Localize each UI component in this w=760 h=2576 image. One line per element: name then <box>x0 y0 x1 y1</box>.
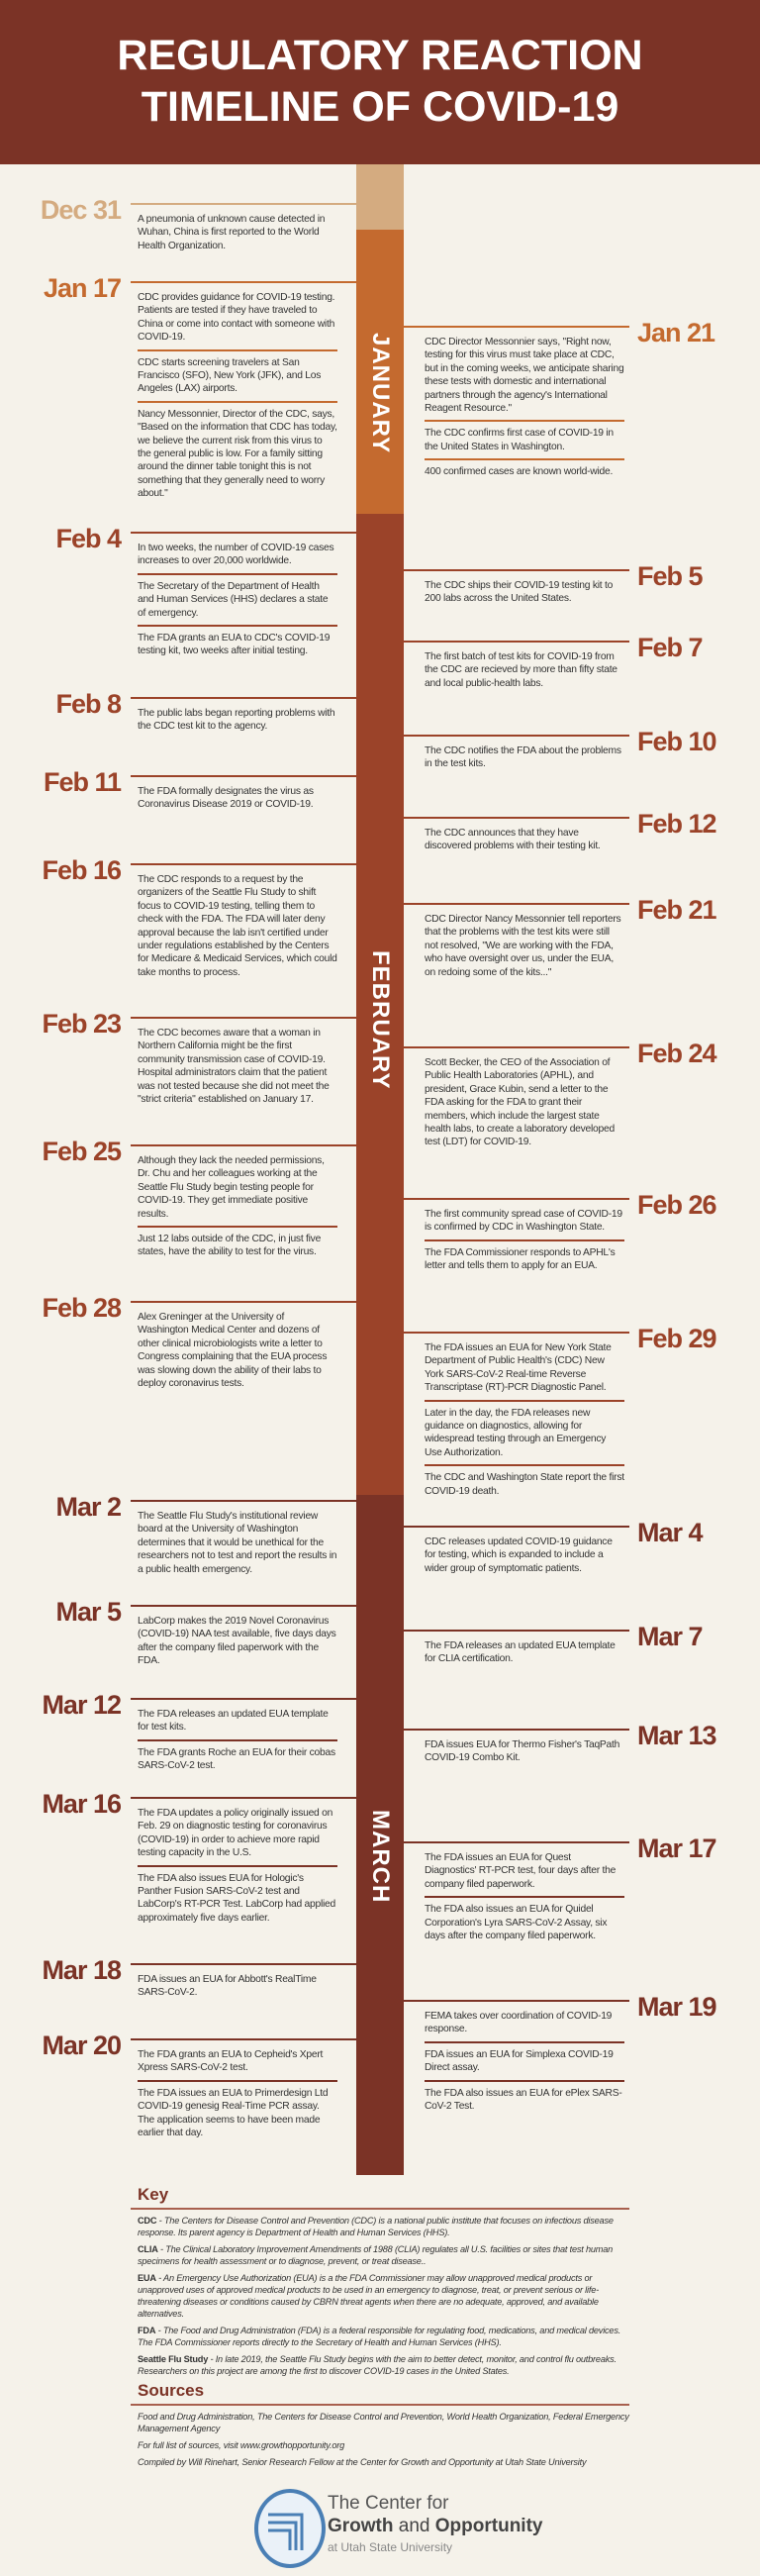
event-item-text: The FDA also issues EUA for Hologic's Panther Fusion SARS-CoV-2 test and LabCorp's RT-PCR Test. LabCorp had applied approximately five days earlier. <box>138 1865 337 1931</box>
event-items <box>138 211 337 257</box>
sources-line: Food and Drug Administration, The Centers for Disease Control and Prevention, World Health Organization, Federal Emergency Management Agency <box>138 2412 629 2433</box>
event-items <box>425 1637 624 1671</box>
event-items <box>425 1849 624 1947</box>
event-connector-line <box>404 641 629 643</box>
event-items <box>138 783 337 817</box>
event-item-text: The Secretary of the Department of Health and Human Services (HHS) declares a state of emergency. <box>138 573 337 625</box>
event-connector-line <box>131 1963 356 1965</box>
event-connector-line <box>131 203 356 205</box>
event-date: Feb 5 <box>637 561 703 591</box>
event-date: Feb 4 <box>55 524 121 553</box>
event-connector-line <box>404 569 629 571</box>
event-item-text: The CDC and Washington State report the first COVID-19 death. <box>425 1464 624 1503</box>
event-date: Feb 16 <box>42 855 121 885</box>
event-item-text: Alex Greninger at the University of Washington Medical Center and dozens of other clinical microbiologists write a letter to Congress complaining that the EUA process was slowing down the ability of their labs to deploy coronavirus tests. <box>138 1312 328 1390</box>
event-item-text: The FDA also issues an EUA for Quidel Corporation's Lyra SARS-CoV-2 Assay, six days after the company filed paperwork. <box>425 1896 624 1947</box>
event-item-text: The FDA formally designates the virus as Coronavirus Disease 2019 or COVID-19. <box>138 786 314 811</box>
event-connector-line <box>404 903 629 905</box>
event-date: Jan 17 <box>43 273 121 303</box>
event-date: Feb 10 <box>637 727 716 756</box>
event-items <box>138 1309 337 1395</box>
event-connector-line <box>404 1630 629 1632</box>
event-items <box>425 1339 624 1503</box>
event-connector-line <box>404 1332 629 1334</box>
event-item-text: FDA issues an EUA for Abbott's RealTime SARS-CoV-2. <box>138 1974 317 1999</box>
event-item-text: 400 confirmed cases are known world-wide. <box>425 458 624 483</box>
event-connector-line <box>404 1729 629 1731</box>
event-item-text: Although they lack the needed permissions, Dr. Chu and her colleagues working at the Seattle Flu Study begin testing people for COVID-19. They get immediate positive results. <box>138 1155 325 1220</box>
event-item-text: Just 12 labs outside of the CDC, in just five states, have the ability to test for the virus. <box>138 1226 337 1264</box>
page-title: REGULATORY REACTION TIMELINE OF COVID-19 <box>117 32 643 131</box>
event-connector-line <box>131 1144 356 1146</box>
event-connector-line <box>404 1841 629 1843</box>
event-item-text: A pneumonia of unknown cause detected in Wuhan, China is first reported to the World Health Organization. <box>138 214 326 251</box>
event-item-text: The FDA grants an EUA to Cepheid's Xpert Xpress SARS-CoV-2 test. <box>138 2049 324 2074</box>
event-connector-line <box>131 281 356 283</box>
key-term: EUA <box>138 2273 156 2283</box>
divider <box>131 2404 629 2406</box>
event-item-text: The FDA issues an EUA for New York State Department of Public Health's (CDC) New York SARS-CoV-2 Real-time Reverse Transcriptase (RT)-PCR Diagnostic Panel. <box>425 1342 612 1394</box>
event-item-text: In two weeks, the number of COVID-19 cases increases to over 20,000 worldwide. <box>138 543 334 567</box>
event-item-text: LabCorp makes the 2019 Novel Coronavirus (COVID-19) NAA test available, five days days after the company filed paperwork with the FDA. <box>138 1616 336 1667</box>
event-item-text: The Seattle Flu Study's institutional review board at the University of Washington determines that it would be unethical for the researchers not to test and report the results in a public health emergency. <box>138 1511 337 1575</box>
key-definition: - The Clinical Laboratory Improvement Amendments of 1988 (CLIA) regulates all U.S. facilities or sites that test human specimens for health assessment or to diagnose, prevent, or treat disease.. <box>138 2244 614 2266</box>
event-date: Mar 13 <box>637 1721 716 1750</box>
sources-heading: Sources <box>138 2381 205 2400</box>
event-connector-line <box>404 1526 629 1528</box>
event-item-text: The FDA updates a policy originally issued on Feb. 29 on diagnostic testing for coronavirus (COVID-19) in order to achieve more rapid testing capacity in the U.S. <box>138 1808 333 1859</box>
page-header <box>0 0 760 164</box>
key-definition: - The Food and Drug Administration (FDA) is a federal responsible for regulating food, medications, and medical devices. The FDA Commissioner reports directly to the Secretary of Health and Human Services (HHS). <box>138 2326 621 2347</box>
event-date: Feb 26 <box>637 1190 716 1220</box>
event-date: Mar 5 <box>55 1597 121 1627</box>
event-item-text: CDC starts screening travelers at San Francisco (SFO), New York (JFK), and Los Angeles (LAX) airports. <box>138 349 337 401</box>
key-definition: - An Emergency Use Authorization (EUA) is a the FDA Commissioner may allow unapproved medical products or unapproved uses of approved medical products to be used in an emergency to diagnose, treat, or prevent serious or life-threatening diseases or conditions caused by CBRN threat agents when there are no adequate, approved, and available alternatives. <box>138 2273 599 2319</box>
event-items <box>425 334 624 484</box>
event-connector-line <box>131 863 356 865</box>
month-label-march: MARCH <box>367 1809 394 1904</box>
event-item-text: The first batch of test kits for COVID-19 from the CDC are recieved by more than fifty state and local public-health labs. <box>425 651 618 689</box>
event-item-text: CDC releases updated COVID-19 guidance for testing, which is expanded to include a wider group of symptomatic patients. <box>425 1536 613 1574</box>
logo-line1: The Center for <box>328 2493 449 2514</box>
event-items <box>138 1025 337 1111</box>
key-entry <box>138 2272 629 2320</box>
event-connector-line <box>131 1698 356 1700</box>
event-item-text: CDC Director Nancy Messonnier tell reporters that the problems with the test kits were still not resolved, "We are working with the FDA, who have oversight over us, under the EUA, on redoing some of the kits..." <box>425 914 621 978</box>
event-date: Dec 31 <box>40 195 121 225</box>
event-item-text: The FDA issues an EUA for Quest Diagnostics' RT-PCR test, four days after the company filed paperwork. <box>425 1852 617 1890</box>
event-date: Mar 2 <box>55 1492 121 1522</box>
event-date: Mar 17 <box>637 1833 716 1863</box>
event-items <box>425 1206 624 1278</box>
event-connector-line <box>131 532 356 534</box>
event-item-text: The FDA issues an EUA to Primerdesign Ltd COVID-19 genesig Real-Time PCR assay. The application seems to have been made earlier that day. <box>138 2080 337 2145</box>
event-connector-line <box>404 1198 629 1200</box>
event-date: Feb 23 <box>42 1009 121 1039</box>
event-items <box>138 289 337 506</box>
key-term: FDA <box>138 2326 156 2335</box>
event-date: Mar 19 <box>637 1992 716 2022</box>
event-date: Mar 20 <box>42 2031 121 2060</box>
event-date: Feb 12 <box>637 809 716 839</box>
event-connector-line <box>404 1046 629 1048</box>
event-connector-line <box>131 775 356 777</box>
event-items <box>425 743 624 776</box>
event-item-text: The first community spread case of COVID-19 is confirmed by CDC in Washington State. <box>425 1209 622 1234</box>
event-items <box>425 577 624 611</box>
event-connector-line <box>404 2000 629 2002</box>
event-item-text: Nancy Messonnier, Director of the CDC, says, "Based on the information that CDC has today, we believe the current risk from this virus to the general public is low. For a family sitting around the dinner table tonight this is not something that they generally need to worry about." <box>138 401 337 506</box>
event-items <box>425 1736 624 1770</box>
key-term: CLIA <box>138 2244 158 2254</box>
event-date: Feb 21 <box>637 895 716 925</box>
event-item-text: FDA issues EUA for Thermo Fisher's TaqPath COVID-19 Combo Kit. <box>425 1739 620 1764</box>
event-item-text: The FDA grants Roche an EUA for their cobas SARS-CoV-2 test. <box>138 1739 337 1778</box>
event-date: Mar 16 <box>42 1789 121 1819</box>
key-entry <box>138 2325 629 2348</box>
event-items <box>425 825 624 858</box>
event-items <box>138 1152 337 1264</box>
event-date: Feb 11 <box>43 767 121 797</box>
event-items <box>425 648 624 695</box>
compiled-by-line: Compiled by Will Rinehart, Senior Research Fellow at the Center for Growth and Opportunity at Utah State University <box>138 2457 587 2467</box>
event-item-text: FEMA takes over coordination of COVID-19 response. <box>425 2011 613 2035</box>
event-items <box>138 871 337 984</box>
event-connector-line <box>131 1500 356 1502</box>
event-items <box>138 1508 337 1581</box>
event-date: Jan 21 <box>637 318 715 347</box>
event-items <box>138 540 337 663</box>
month-label-january: JANUARY <box>367 332 394 454</box>
event-item-text: The CDC announces that they have discovered problems with their testing kit. <box>425 828 601 852</box>
event-item-text: The FDA releases an updated EUA template for CLIA certification. <box>425 1640 616 1665</box>
event-date: Feb 8 <box>55 689 121 719</box>
event-date: Mar 12 <box>42 1690 121 1720</box>
key-entries <box>131 2215 629 2377</box>
event-items <box>138 705 337 739</box>
key-definition: - In late 2019, the Seattle Flu Study begins with the aim to better detect, monitor, and control flu outbreaks. Researchers on this project are among the first to discover COVID-19 cases in the United States. <box>138 2354 617 2376</box>
event-date: Feb 7 <box>637 633 703 662</box>
cgo-logo <box>252 2487 543 2566</box>
event-items <box>138 2046 337 2144</box>
event-date: Feb 25 <box>42 1137 121 1166</box>
logo-line3: at Utah State University <box>328 2540 453 2554</box>
event-item-text: CDC Director Messonnier says, "Right now, testing for this virus must take place at CDC, but in the coming weeks, we anticipate sharing these tests with domestic and international partners through the agency's International Reagent Resource." <box>425 337 624 415</box>
key-section <box>131 2185 629 2382</box>
key-entry <box>138 2353 629 2377</box>
key-heading: Key <box>138 2185 169 2204</box>
event-item-text: The CDC responds to a request by the organizers of the Seattle Flu Study to shift focus to COVID-19 testing, telling them to check with the FDA. The FDA will later deny approval because the lab isn't certified under under regulations established by the Centers for Medicare & Medicaid Services, which could take months to process. <box>138 874 337 978</box>
event-date: Feb 29 <box>637 1324 716 1353</box>
event-items <box>425 2008 624 2118</box>
event-connector-line <box>131 1605 356 1607</box>
event-date: Mar 18 <box>42 1955 121 1985</box>
event-connector-line <box>131 1797 356 1799</box>
event-item-text: The FDA also issues an EUA for ePlex SARS-CoV-2 Test. <box>425 2080 624 2119</box>
key-term: CDC <box>138 2216 157 2226</box>
event-item-text: Later in the day, the FDA releases new guidance on diagnostics, allowing for widespread testing through an Emergency Use Authorization. <box>425 1400 624 1465</box>
event-item-text: The CDC confirms first case of COVID-19 in the United States in Washington. <box>425 420 624 458</box>
key-entry <box>138 2215 629 2238</box>
timeline-bar-december <box>356 164 404 230</box>
event-items <box>138 1805 337 1930</box>
event-item-text: Scott Becker, the CEO of the Association of Public Health Laboratories (APHL), and president, Grace Kubin, send a letter to the FDA asking for the FDA to grant their members, which include the largest state health labs, to create a laboratory developed test (LDT) for COVID-19. <box>425 1057 615 1148</box>
event-item-text: The CDC ships their COVID-19 testing kit to 200 labs across the United States. <box>425 580 614 605</box>
event-items <box>138 1613 337 1673</box>
event-connector-line <box>404 817 629 819</box>
event-connector-line <box>131 1301 356 1303</box>
event-item-text: The FDA grants an EUA to CDC's COVID-19 testing kit, two weeks after initial testing. <box>138 625 337 663</box>
event-connector-line <box>404 735 629 737</box>
key-term: Seattle Flu Study <box>138 2354 209 2364</box>
divider <box>131 2208 629 2210</box>
event-item-text: The CDC becomes aware that a woman in Northern California might be the first community transmission case of COVID-19. Hospital administrators claim that the patient was not tested because she did not meet the "strict criteria" established on January 17. <box>138 1028 330 1106</box>
event-item-text: The CDC notifies the FDA about the problems in the test kits. <box>425 745 621 770</box>
event-date: Mar 4 <box>637 1518 703 1547</box>
event-items <box>425 1054 624 1154</box>
event-items <box>138 1971 337 2005</box>
event-items <box>425 1534 624 1580</box>
event-date: Mar 7 <box>637 1622 703 1651</box>
event-items <box>425 911 624 984</box>
event-date: Feb 28 <box>42 1293 121 1323</box>
event-item-text: The public labs began reporting problems with the CDC test kit to the agency. <box>138 708 335 733</box>
event-date: Feb 24 <box>637 1039 716 1068</box>
month-label-february: FEBRUARY <box>367 949 394 1090</box>
key-definition: - The Centers for Disease Control and Prevention (CDC) is a national public institute that focuses on infectious disease response. Its parent agency is Department of Health and Human Services (HHS). <box>138 2216 614 2237</box>
event-connector-line <box>131 697 356 699</box>
logo-line2: Growth and Opportunity <box>328 2516 543 2536</box>
event-connector-line <box>131 2038 356 2040</box>
event-item-text: CDC provides guidance for COVID-19 testing. Patients are tested if they have traveled to China or come into contact with someone with COVID-19. <box>138 292 335 344</box>
event-connector-line <box>131 1017 356 1019</box>
event-item-text: FDA issues an EUA for Simplexa COVID-19 Direct assay. <box>425 2041 624 2080</box>
sources-section <box>131 2381 629 2473</box>
sources-link-line: For full list of sources, visit www.growthopportunity.org <box>138 2440 345 2450</box>
key-entry <box>138 2243 629 2267</box>
event-items <box>138 1706 337 1778</box>
event-connector-line <box>404 326 629 328</box>
logo-emblem-icon <box>254 2489 326 2568</box>
event-item-text: The FDA releases an updated EUA template for test kits. <box>138 1709 329 1734</box>
event-item-text: The FDA Commissioner responds to APHL's letter and tells them to apply for an EUA. <box>425 1239 624 1278</box>
